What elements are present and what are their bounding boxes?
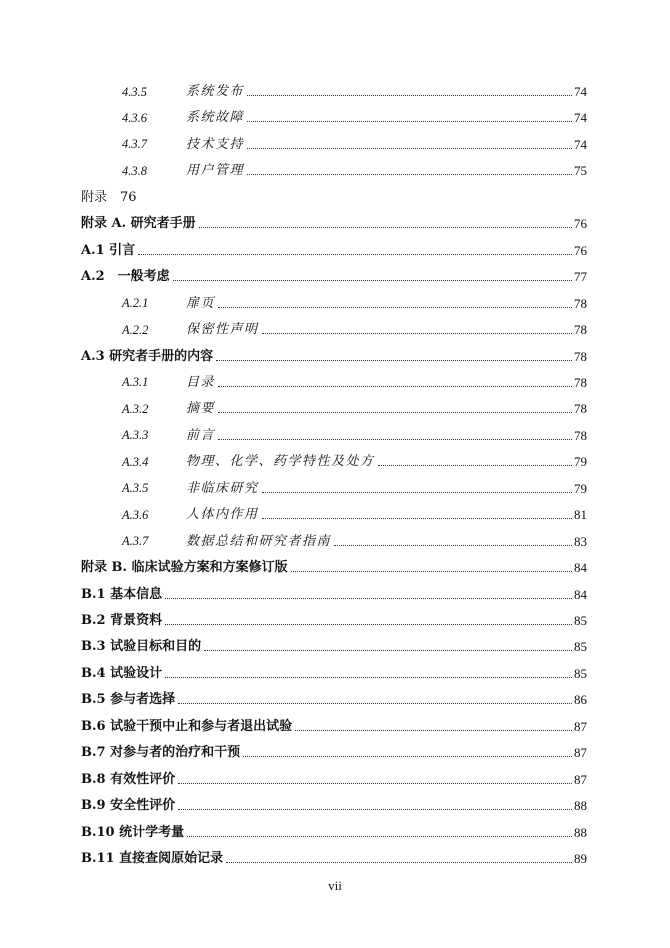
toc-entry-title: 系统发布	[186, 84, 245, 99]
toc-dot-leader	[378, 465, 572, 466]
toc-entry-title: 数据总结和研究者指南	[186, 533, 332, 549]
toc-entry-number: A.3.2	[122, 401, 149, 416]
toc-dot-leader	[262, 333, 572, 334]
toc-dot-leader	[173, 280, 572, 281]
toc-dot-leader	[165, 677, 572, 678]
toc-dot-leader	[295, 730, 572, 731]
toc-entry-title: 人体内作用	[186, 507, 259, 523]
toc-entry-number: A.2.2	[122, 322, 149, 337]
toc-entry[interactable]	[0, 397, 670, 417]
toc-entry-number: A.3.1	[122, 375, 149, 390]
toc-entry-title: A.2 一般考虑	[81, 269, 170, 285]
toc-entry-page: 74	[574, 136, 587, 152]
toc-dot-leader	[178, 809, 572, 810]
toc-entry[interactable]	[0, 477, 670, 497]
toc-dot-leader	[178, 783, 572, 784]
toc-entry-page: 76	[574, 216, 587, 232]
toc-entry-number: 4.3.6	[122, 110, 147, 125]
toc-entry-page: 88	[574, 798, 587, 814]
toc-entry-title: B.6 试验干预中止和参与者退出试验	[81, 718, 293, 734]
toc-entry[interactable]	[0, 450, 670, 470]
toc-entry-page: 86	[574, 692, 587, 708]
toc-entry-page: 78	[574, 322, 587, 338]
toc-entry-title: B.1 基本信息	[81, 586, 163, 602]
toc-entry-title: 附录 76	[81, 189, 137, 205]
toc-entry-page: 85	[574, 639, 587, 655]
toc-entry-page: 79	[574, 480, 587, 496]
toc-entry-title: 前言	[186, 427, 216, 443]
toc-entry-page: 89	[574, 851, 587, 867]
toc-entry-title: 扉页	[186, 295, 216, 311]
toc-entry-number: 4.3.8	[122, 163, 147, 178]
toc-dot-leader	[218, 386, 572, 387]
toc-dot-leader	[247, 174, 572, 175]
toc-entry-number: A.3.4	[122, 454, 149, 469]
toc-dot-leader	[218, 412, 572, 413]
toc-entry-page: 78	[574, 348, 587, 364]
toc-dot-leader	[187, 836, 572, 837]
toc-entry[interactable]	[0, 133, 670, 153]
toc-entry-number: A.3.3	[122, 428, 149, 443]
toc-entry[interactable]	[0, 530, 670, 550]
toc-entry-title: 附录 B. 临床试验方案和方案修订版	[81, 560, 288, 576]
page-number-footer: vii	[328, 878, 342, 893]
toc-entry[interactable]	[0, 424, 670, 444]
toc-entry[interactable]	[0, 609, 670, 629]
toc-entry[interactable]	[0, 768, 670, 788]
toc-entry-title: A.3 研究者手册的内容	[81, 348, 214, 364]
toc-entry-number: A.3.7	[122, 534, 149, 549]
toc-entry-page: 74	[574, 84, 587, 99]
toc-entry-page: 77	[574, 269, 587, 285]
toc-entry-page: 78	[574, 295, 587, 311]
toc-entry-page: 78	[574, 401, 587, 417]
toc-entry-title: B.11 直接查阅原始记录	[81, 851, 224, 867]
toc-entry[interactable]	[0, 583, 670, 603]
toc-entry-page: 84	[574, 586, 587, 602]
toc-dot-leader	[204, 650, 572, 651]
toc-entry-title: A.1 引言	[81, 242, 136, 258]
toc-dot-leader	[218, 307, 572, 308]
toc-entry-page: 88	[574, 824, 587, 840]
toc-entry[interactable]	[0, 212, 670, 232]
toc-entry-title: 系统故障	[186, 110, 245, 126]
toc-dot-leader	[262, 492, 572, 493]
toc-entry-number: A.3.6	[122, 507, 149, 522]
toc-dot-leader	[226, 862, 572, 863]
toc-entry-page: 87	[574, 745, 587, 761]
toc-entry[interactable]	[0, 318, 670, 338]
toc-entry-page: 84	[574, 560, 587, 576]
toc-entry[interactable]	[0, 292, 670, 312]
toc-entry-title: 附录 A. 研究者手册	[81, 216, 196, 232]
toc-entry-title: 保密性声明	[186, 322, 259, 338]
toc-entry[interactable]	[0, 688, 670, 708]
toc-entry[interactable]	[0, 556, 670, 576]
toc-dot-leader	[334, 545, 572, 546]
toc-entry[interactable]	[0, 345, 670, 365]
toc-entry-number: A.3.5	[122, 481, 149, 496]
toc-dot-leader	[247, 121, 572, 122]
toc-dot-leader	[247, 95, 572, 96]
toc-entry-title: 物理、化学、药学特性及处方	[186, 454, 375, 470]
toc-entry-title: 用户管理	[186, 163, 245, 179]
toc-entry[interactable]	[0, 106, 670, 126]
toc-entry-number: 4.3.5	[122, 84, 147, 99]
toc-entry-number: 4.3.7	[122, 137, 147, 152]
toc-entry-page: 85	[574, 613, 587, 628]
toc-entry-title: 摘要	[186, 401, 216, 417]
toc-dot-leader	[216, 360, 572, 361]
toc-entry-title: B.7 对参与者的治疗和干预	[81, 745, 241, 761]
toc-dot-leader	[165, 598, 572, 599]
toc-dot-leader	[178, 703, 572, 704]
toc-entry-title: B.9 安全性评价	[81, 798, 176, 814]
toc-entry[interactable]	[0, 715, 670, 735]
toc-entry[interactable]	[0, 635, 670, 655]
toc-entry-page: 87	[574, 718, 587, 734]
toc-entry-title: B.10 统计学考量	[81, 824, 185, 840]
toc-entry-number: A.2.1	[122, 296, 149, 311]
toc-entry-page: 83	[574, 533, 587, 549]
toc-entry[interactable]	[0, 794, 670, 814]
toc-entry-title: 非临床研究	[186, 480, 259, 496]
toc-entry[interactable]	[0, 741, 670, 761]
toc-dot-leader	[138, 254, 572, 255]
toc-entry-page: 74	[574, 110, 587, 126]
toc-entry[interactable]	[0, 847, 670, 867]
toc-entry[interactable]	[0, 371, 670, 391]
toc-entry-page: 78	[574, 374, 587, 390]
toc-entry-title: B.2 背景资料	[81, 613, 163, 628]
toc-entry-title: B.3 试验目标和目的	[81, 639, 202, 655]
toc-entry-page: 87	[574, 771, 587, 787]
toc-entry-page: 78	[574, 427, 587, 443]
toc-entry-page: 75	[574, 163, 587, 179]
toc-dot-leader	[165, 624, 572, 625]
toc-entry-title: 目录	[186, 374, 216, 390]
toc-dot-leader	[262, 518, 572, 519]
toc-entry-title: B.5 参与者选择	[81, 692, 176, 708]
toc-entry[interactable]	[0, 503, 670, 523]
toc-entry-title: B.4 试验设计	[81, 665, 163, 681]
toc-entry-page: 85	[574, 665, 587, 681]
toc-dot-leader	[243, 756, 572, 757]
toc-entry-page: 79	[574, 454, 587, 470]
toc-entry-title: 技术支持	[186, 136, 245, 152]
toc-entry-page: 81	[574, 507, 587, 523]
toc-entry[interactable]	[0, 159, 670, 179]
toc-entry[interactable]	[0, 239, 670, 259]
toc-entry[interactable]	[0, 265, 670, 285]
toc-entry[interactable]	[0, 80, 670, 100]
toc-entry[interactable]	[0, 821, 670, 841]
toc-dot-leader	[218, 439, 572, 440]
toc-dot-leader	[199, 227, 572, 228]
toc-entry-page: 76	[574, 242, 587, 258]
toc-entry[interactable]	[0, 662, 670, 682]
toc-dot-leader	[247, 148, 572, 149]
toc-dot-leader	[291, 571, 572, 572]
toc-entry-title: B.8 有效性评价	[81, 771, 176, 787]
toc-entry[interactable]	[0, 186, 670, 206]
